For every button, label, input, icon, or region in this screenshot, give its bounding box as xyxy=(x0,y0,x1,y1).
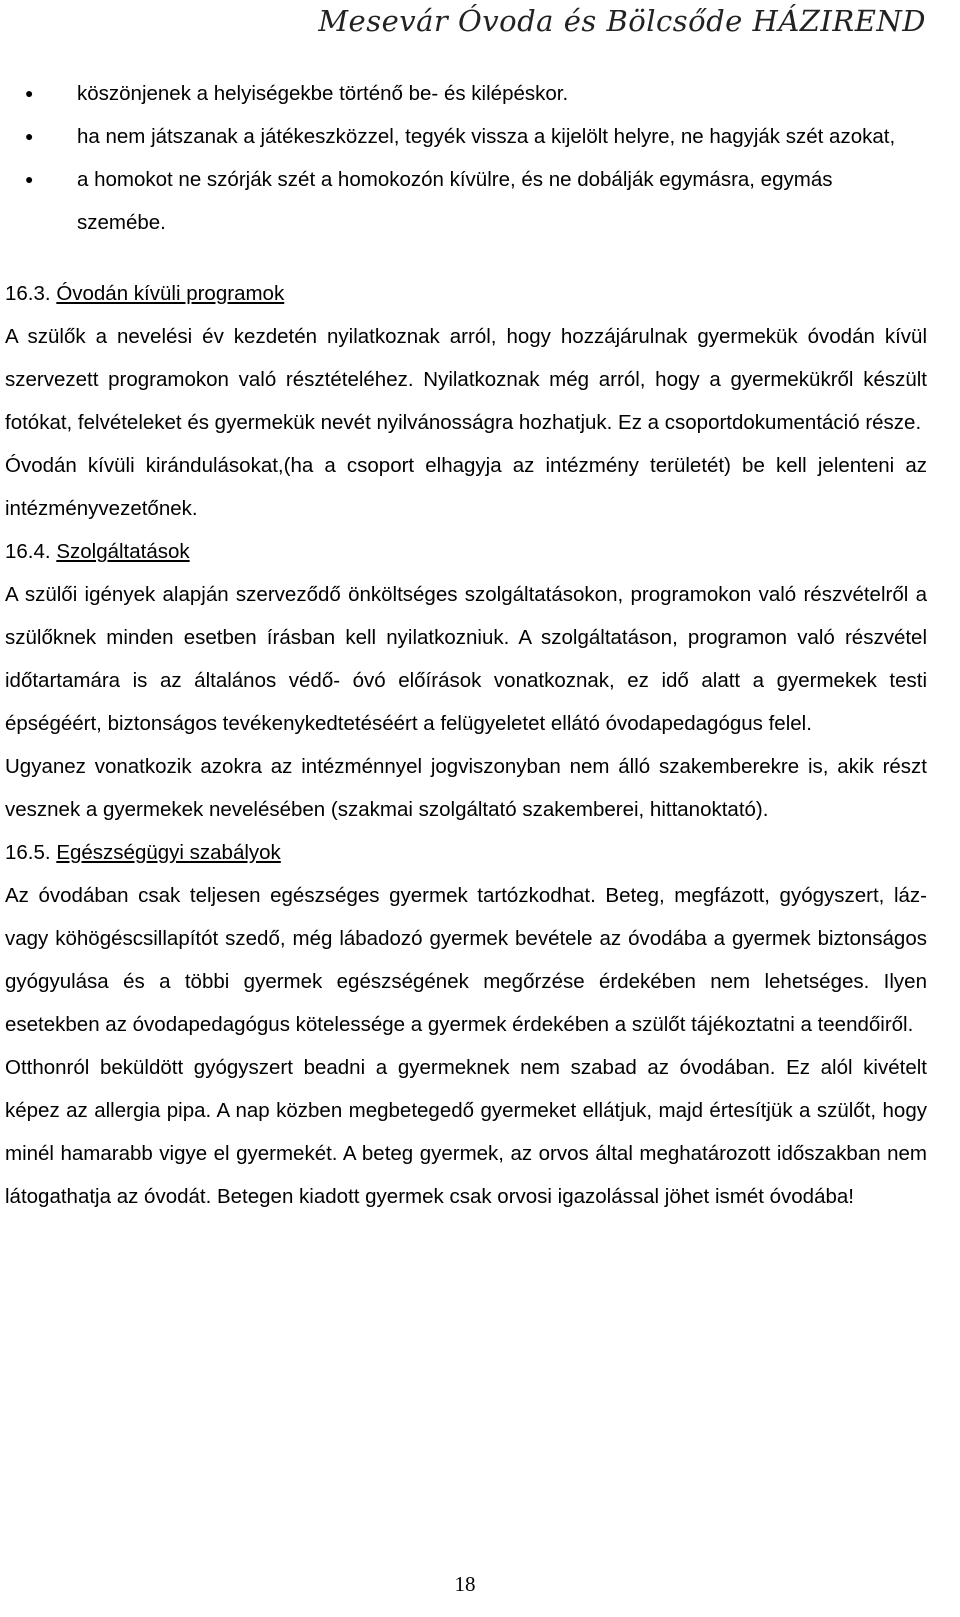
section-heading-16-4: 16.4. Szolgáltatások xyxy=(5,540,190,563)
bullet-icon: ● xyxy=(25,128,34,144)
paragraph: Otthonról beküldött gyógyszert beadni a gyermeknek nem szabad az óvodában. Ez alól kivételt képez az allergia pipa. A nap közben megbetegedő gyermeket ellátjuk, majd értesítjük a szülőt, hogy minél hamarabb vigye el gyermekét. A beteg gyermek, az orvos által meghatározott időszakban nem látogathatja az óvodát. Betegen kiadott gyermek csak orvosi igazolással jöhet ismét óvodába! xyxy=(5,1056,927,1208)
paragraph: A szülői igények alapján szerveződő önköltséges szolgáltatásokon, programokon való részvételről a szülőknek minden esetben írásban kell nyilatkozniuk. A szolgáltatáson, programon való részvétel időtartamára is az általános védő- óvó előírások vonatkoznak, ez idő alatt a gyermekek testi épségéért, biztonságos tevékenykedtetéséért a felügyeletet ellátó óvodapedagógus felel. xyxy=(5,583,927,735)
rules-list xyxy=(5,72,927,244)
list-item: ● ha nem játszanak a játékeszközzel, tegyék vissza a kijelölt helyre, ne hagyják szét azokat, xyxy=(77,115,927,158)
list-item: ● a homokot ne szórják szét a homokozón kívülre, és ne dobálják egymásra, egymás szemébe. xyxy=(77,158,927,244)
paragraph: Az óvodában csak teljesen egészséges gyermek tartózkodhat. Beteg, megfázott, gyógyszert, láz- vagy köhögéscsillapítót szedő, még lábadozó gyermek bevétele az óvodába a gyermek biztonságos gyógyulása és a többi gyermek egészségének megőrzése érdekében nem lehetséges. Ilyen esetekben az óvodapedagógus kötelessége a gyermek érdekében a szülőt tájékoztatni a teendőiről. xyxy=(5,884,927,1036)
paragraph: Óvodán kívüli kirándulásokat,(ha a csoport elhagyja az intézmény területét) be kell jelenteni az intézményvezetőnek. xyxy=(5,454,927,520)
list-item: ● köszönjenek a helyiségekbe történő be- és kilépéskor. xyxy=(77,72,927,115)
bullet-icon: ● xyxy=(25,85,34,101)
document-body xyxy=(5,72,927,1218)
bullet-icon: ● xyxy=(25,171,34,187)
section-heading-16-3: 16.3. Óvodán kívüli programok xyxy=(5,282,285,305)
paragraph: A szülők a nevelési év kezdetén nyilatkoznak arról, hogy hozzájárulnak gyermekük óvodán kívül szervezett programokon való résztételéhez. Nyilatkoznak még arról, hogy a gyermekükről készült fotókat, felvételeket és gyermekük nevét nyilvánosságra hozhatjuk. Ez a csoportdokumentáció része. xyxy=(5,325,927,434)
page-number: 18 xyxy=(454,1572,476,1596)
paragraph: Ugyanez vonatkozik azokra az intézménnyel jogviszonyban nem álló szakemberekre is, akik részt vesznek a gyermekek nevelésében (szakmai szolgáltató szakemberei, hittanoktató). xyxy=(5,755,927,821)
section-heading-16-5: 16.5. Egészségügyi szabályok xyxy=(5,841,281,864)
page-header: Mesevár Óvoda és Bölcsőde HÁZIREND xyxy=(318,4,926,38)
